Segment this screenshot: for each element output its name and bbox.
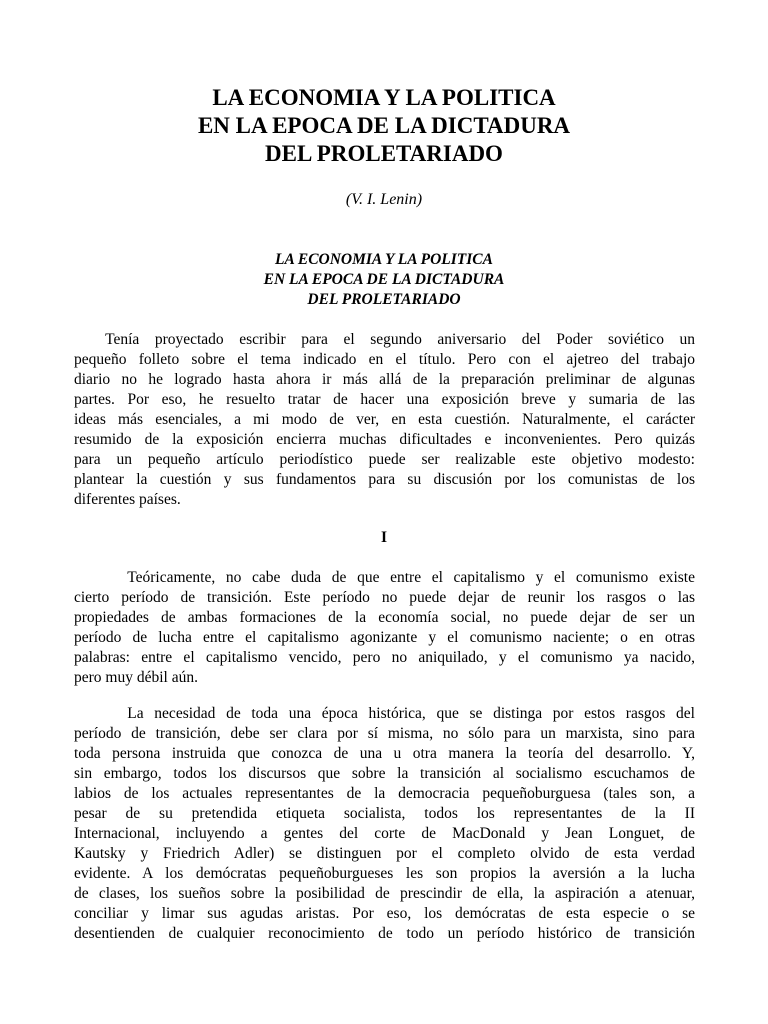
paragraph-transition [74,568,695,688]
text-line: cierto período de transición. Este período no puede dejar de reunir los rasgos o las [74,589,695,606]
subtitle-line: EN LA EPOCA DE LA DICTADURA [263,271,505,288]
text-line: ideas más esenciales, a mi modo de ver, en esta cuestión. Naturalmente, el carácter [74,411,695,428]
subtitle-line: DEL PROLETARIADO [307,291,461,308]
text-line: pequeño folleto sobre el tema indicado en el título. Pero con el ajetreo del trabajo [74,351,695,368]
document-subtitle [0,250,768,310]
text-line: plantear la cuestión y sus fundamentos para su discusión por los comunistas de los [74,471,695,488]
text-line: palabras: entre el capitalismo vencido, pero no aniquilado, y el comunismo ya nacido, [74,649,695,666]
title-line: DEL PROLETARIADO [265,141,503,166]
text-line: Internacional, incluyendo a gentes del corte de MacDonald y Jean Longuet, de [74,825,695,842]
paragraph-intro [74,330,695,510]
text-line: Kautsky y Friedrich Adler) se distinguen por el completo olvido de esta verdad [74,845,695,862]
text-line: de clases, los sueños sobre la posibilidad de prescindir de ella, la aspiración a atenuar, [74,885,695,902]
text-line: desentienden de cualquier reconocimiento de todo un período histórico de transición [74,925,695,942]
document-title [0,84,768,168]
text-line: diferentes países. [74,491,181,508]
title-line: LA ECONOMIA Y LA POLITICA [212,85,556,110]
text-line: período de lucha entre el capitalismo agonizante y el comunismo naciente; o en otras [74,629,695,646]
subtitle-line: LA ECONOMIA Y LA POLITICA [275,251,493,268]
title-line: EN LA EPOCA DE LA DICTADURA [197,113,571,138]
section-heading: I [380,529,388,546]
text-line: Teóricamente, no cabe duda de que entre el capitalismo y el comunismo existe [74,569,695,586]
text-line: conciliar y limar sus agudas aristas. Por eso, los demócratas de esta especie o se [74,905,695,922]
text-line: La necesidad de toda una época histórica, que se distinga por estos rasgos del [74,705,695,722]
text-line: resumido de la exposición encierra muchas dificultades e inconvenientes. Pero quizás [74,431,695,448]
text-line: diario no he logrado hasta ahora ir más allá de la preparación preliminar de algunas [74,371,695,388]
author-line: (V. I. Lenin) [345,191,423,208]
text-line: pesar de su pretendida etiqueta socialista, todos los representantes de la II [74,805,695,822]
text-line: labios de los actuales representantes de la democracia pequeñoburguesa (tales son, a [74,785,695,802]
text-line: toda persona instruida que conozca de una u otra manera la teoría del desarrollo. Y, [74,745,695,762]
text-line: pero muy débil aún. [74,669,198,686]
text-line: Tenía proyectado escribir para el segundo aniversario del Poder soviético un [74,331,695,348]
text-line: evidente. A los demócratas pequeñoburgueses les son propios la aversión a la lucha [74,865,695,882]
paragraph-necessity [74,704,695,944]
text-line: para un pequeño artículo periodístico puede ser realizable este objetivo modesto: [74,451,695,468]
text-line: sin embargo, todos los discursos que sobre la transición al socialismo escuchamos de [74,765,695,782]
text-line: propiedades de ambas formaciones de la economía social, no puede dejar de ser un [74,609,695,626]
text-line: partes. Por eso, he resuelto tratar de hacer una exposición breve y sumaria de las [74,391,695,408]
text-line: período de transición, debe ser clara por sí misma, no sólo para un marxista, sino para [74,725,695,742]
